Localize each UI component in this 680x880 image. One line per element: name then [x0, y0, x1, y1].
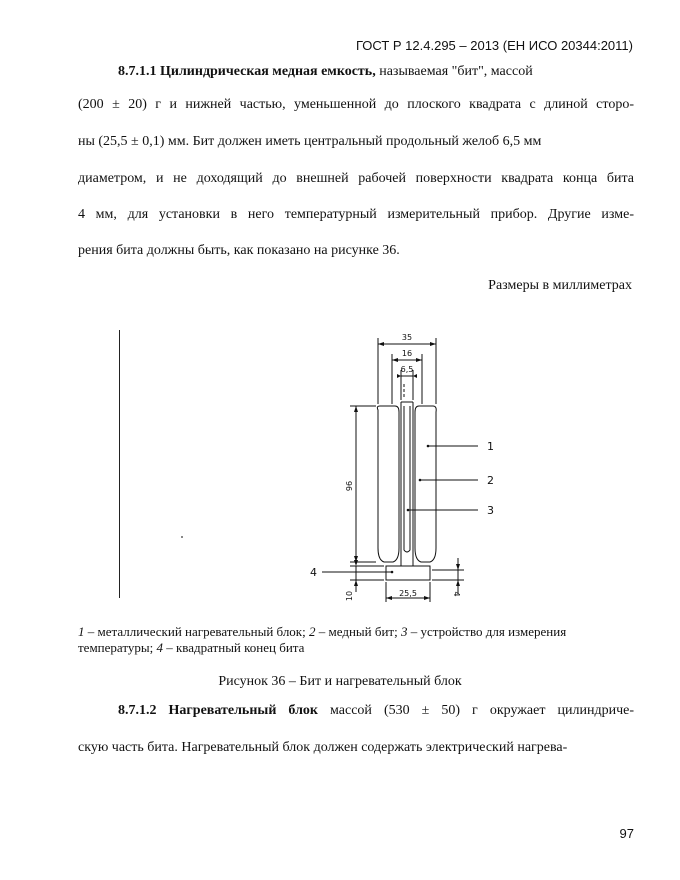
callout-2: 2 [487, 474, 494, 487]
legend-text: – квадратный конец бита [162, 640, 305, 655]
section-number: 8.7.1.1 [118, 64, 157, 79]
text-line: скую часть бита. Нагревательный блок должен содержать электрический нагрева- [78, 740, 568, 755]
text-line: диаметром, и не доходящий до внешней рабочей поверхности квадрата конца бита [78, 171, 634, 186]
legend-number: 4 [156, 640, 163, 655]
dim-96: 96 [345, 480, 354, 492]
section-first-line [118, 64, 533, 80]
page-number: 97 [619, 826, 634, 841]
legend-text: – устройство для измерения температуры; [78, 624, 567, 655]
scan-dot [181, 536, 183, 538]
sensor-groove [404, 406, 410, 552]
units-note: Размеры в миллиметрах [488, 278, 632, 293]
dim-6-5: 6,5 [400, 365, 414, 374]
margin-line [119, 330, 120, 598]
text-line: (200 ± 20) г и нижней частью, уменьшенной до плоского квадрата с длиной сторо- [78, 97, 634, 112]
legend-number: 1 [78, 624, 85, 639]
text-line: ны (25,5 ± 0,1) мм. Бит должен иметь центральный продольный желоб 6,5 мм [78, 134, 542, 149]
section-title: Цилиндрическая медная емкость, [160, 64, 376, 79]
text-line: массой (530 ± 50) г окружает цилиндриче- [318, 703, 634, 718]
section-number: 8.7.1.2 [118, 703, 157, 718]
copper-bit-outline [401, 402, 413, 566]
section-first-line [118, 703, 634, 719]
legend-text: – металлический нагревательный блок; [84, 624, 309, 639]
figure-caption: Рисунок 36 – Бит и нагревательный блок [218, 674, 462, 689]
legend-text: – медный бит; [315, 624, 401, 639]
figure-legend [78, 624, 638, 656]
dim-25-5: 25,5 [399, 589, 417, 598]
callout-1: 1 [487, 440, 494, 453]
legend-number: 3 [400, 624, 408, 639]
figure-36-drawing [300, 322, 494, 612]
section-title: Нагревательный блок [168, 703, 318, 718]
text-line: рения бита должны быть, как показано на рисунке 36. [78, 243, 400, 258]
dim-16: 16 [401, 349, 413, 358]
text-line: называемая "бит", массой [375, 64, 533, 79]
text-line: 4 мм, для установки в него температурный измерительный прибор. Другие изме- [78, 207, 634, 222]
legend-number: 2 [309, 624, 316, 639]
dim-4: 4 [452, 591, 461, 597]
dim-10: 10 [345, 590, 354, 602]
callout-3: 3 [487, 504, 494, 517]
heating-block-outline [415, 406, 436, 562]
page-header: ГОСТ Р 12.4.295 – 2013 (ЕН ИСО 20344:2011) [355, 38, 633, 53]
dim-35: 35 [401, 333, 413, 342]
callout-4: 4 [310, 566, 317, 579]
heating-block-outline [377, 406, 399, 562]
